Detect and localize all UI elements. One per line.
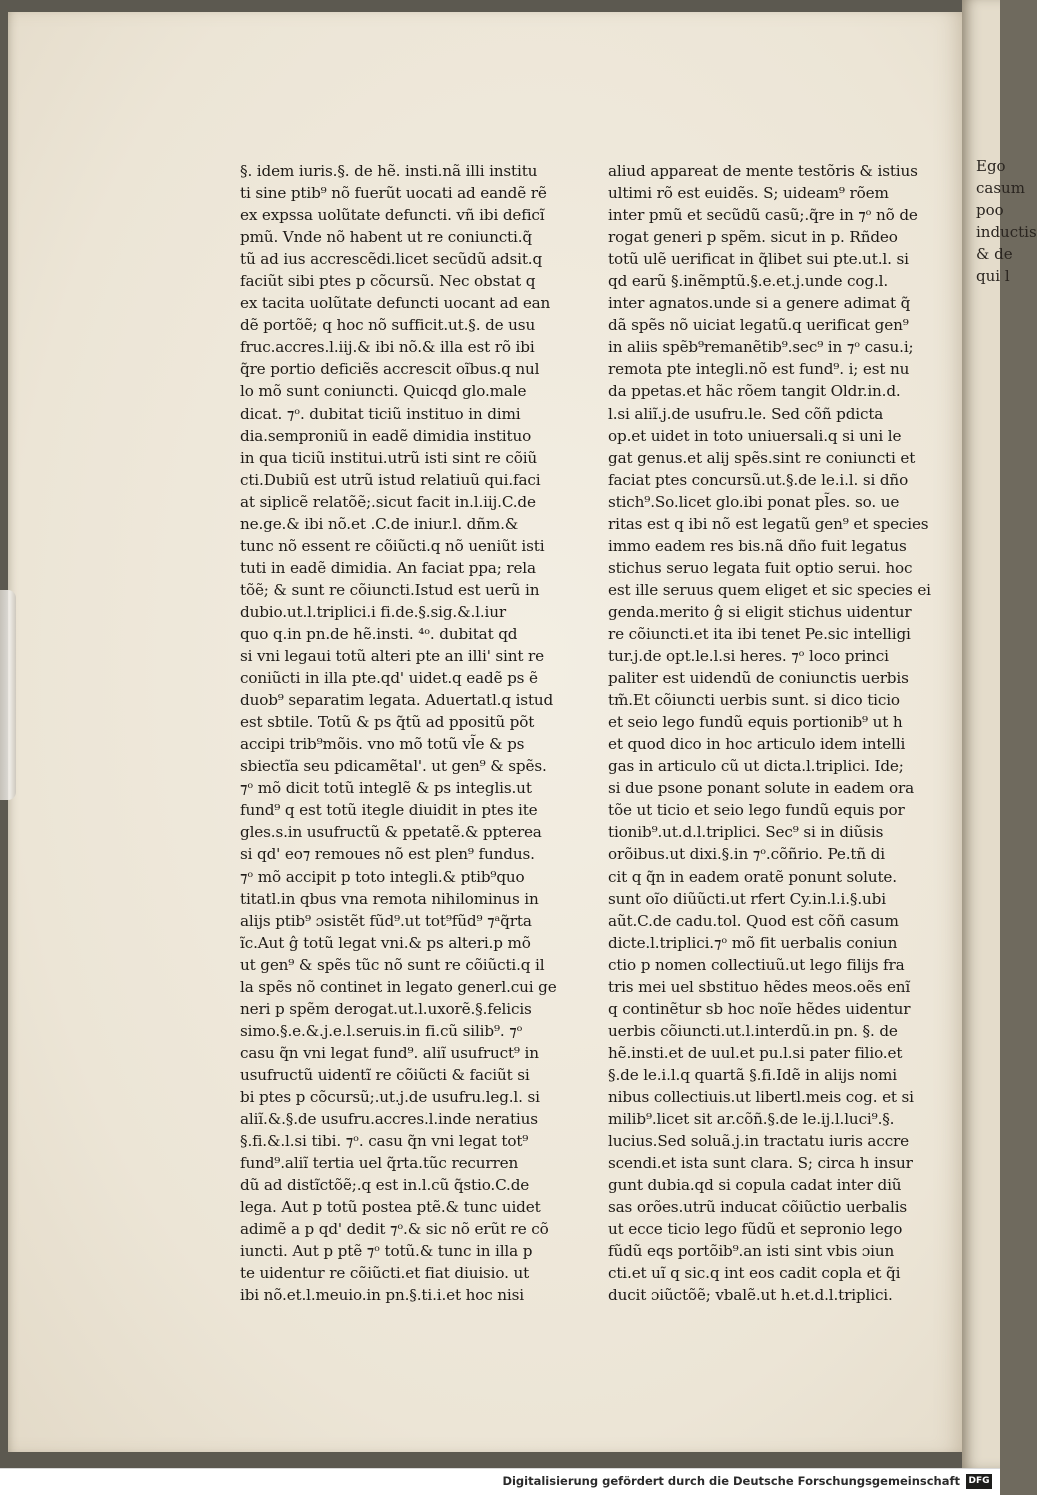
text-line: tõe ut ticio et seio lego fundũ equis por (608, 801, 905, 820)
text-line: bi ptes p cõcursũ;.ut.j.de usufru.leg.l. si (240, 1087, 540, 1106)
text-line: adimẽ a p qd' dedit ⁊ᵒ.& sic nõ erũt re cõ (240, 1220, 549, 1239)
text-line: dicte.l.triplici.⁊ᵒ mõ fit uerbalis coniun (608, 933, 898, 952)
text-line: ĩc.Aut ĝ totũ legat vni.& ps alteri.p mõ (240, 933, 531, 952)
text-line: ti sine ptib⁹ nõ fuerũt uocati ad eandẽ rẽ (240, 184, 547, 203)
text-line: immo eadem res bis.nã dño fuit legatus (608, 536, 907, 555)
text-line: nibus collectiuis.ut libertl.meis cog. et si (608, 1087, 914, 1106)
text-line: te uidentur re cõiũcti.et fiat diuisio. ut (240, 1264, 530, 1283)
text-line: remota pte integli.nõ est fund⁹. i; est nu (608, 360, 910, 379)
text-line: sas orões.utrũ inducat cõiũctio uerbalis (608, 1198, 908, 1217)
text-line: si qd' eo⁊ remoues nõ est plen⁹ fundus. (240, 845, 535, 864)
text-line: §.fi.&.l.si tibi. ⁊ᵒ. casu q̃n vni legat tot⁹ (240, 1132, 529, 1151)
dfg-logo: DFG (966, 1474, 992, 1489)
text-line: tm̃.Et cõiuncti uerbis sunt. si dico ticio (608, 691, 900, 710)
text-line: milib⁹.licet sit ar.cõñ.§.de le.ij.l.luci⁹.§. (608, 1110, 895, 1129)
text-line: inter agnatos.unde si a genere adimat q̃ (608, 294, 911, 313)
text-line: dũ ad distĩctõẽ;.q est in.l.cũ q̃stio.C.de (240, 1176, 530, 1195)
text-line: usufructũ uidentĩ re cõiũcti & faciũt si (240, 1065, 530, 1084)
text-line: & de (976, 245, 1013, 264)
text-line: l.si aliĩ.j.de usufru.le. Sed cõñ pdicta (608, 404, 884, 423)
text-line: dubio.ut.l.triplici.i fi.de.§.sig.&.l.iur (240, 602, 506, 621)
text-line: duob⁹ separatim legata. Aduertatl.q istud (240, 691, 554, 710)
text-line: faciat ptes concursũ.ut.§.de le.i.l. si dño (608, 470, 909, 489)
text-line: tuti in eadẽ dimidia. An faciat ppa; rela (240, 558, 536, 577)
text-line: tionib⁹.ut.d.l.triplici. Sec⁹ si in diũsis (608, 823, 884, 842)
text-line: tris mei uel sbstituo hẽdes meos.oẽs enĩ (608, 977, 911, 996)
text-line: lega. Aut p totũ postea ptẽ.& tunc uidet (240, 1198, 541, 1217)
text-line: casum (976, 179, 1025, 198)
text-line: ex expssa uolũtate defuncti. vñ ibi deficĩ (240, 206, 545, 225)
digitization-footer (0, 1468, 1000, 1495)
text-line: simo.§.e.&.j.e.l.seruis.in fi.cũ silib⁹. ⁊ᵒ (240, 1021, 523, 1040)
text-line: q continẽtur sb hoc noĩe hẽdes uidentur (608, 999, 911, 1018)
text-line: hẽ.insti.et de uul.et pu.l.si pater filio.et (608, 1043, 903, 1062)
text-line: stichus seruo legata fuit optio serui. hoc (608, 558, 913, 577)
text-line: gat genus.et alij spẽs.sint re coniuncti et (608, 448, 916, 467)
text-line: tur.j.de opt.le.l.si heres. ⁊ᵒ loco princi (608, 647, 889, 666)
text-line: ibi nõ.et.l.meuio.in pn.§.ti.i.et hoc nisi (240, 1286, 524, 1305)
text-line: aũt.C.de cadu.tol. Quod est cõñ casum (608, 911, 899, 930)
text-line: dẽ portõẽ; q hoc nõ sufficit.ut.§. de usu (240, 316, 536, 335)
text-line: scendi.et ista sunt clara. S; circa h insur (608, 1154, 913, 1173)
text-line: accipi trib⁹mõis. vno mõ totũ vl̃e & ps (240, 735, 525, 754)
text-line: Ego (976, 157, 1006, 175)
text-line: paliter est uidendũ de coniunctis uerbis (608, 669, 909, 688)
text-line: ctio p nomen collectiuũ.ut lego filijs fra (608, 955, 905, 974)
text-line: iuncti. Aut p ptẽ ⁊ᵒ totũ.& tunc in illa p (240, 1242, 533, 1261)
text-column-right (608, 160, 931, 1306)
text-line: ne.ge.& ibi nõ.et .C.de iniur.l. dñm.& (240, 514, 519, 533)
text-line: alijs ptib⁹ ɔsistẽt fũd⁹.ut tot⁹fũd⁹ ⁊ᵃq̃rta (240, 911, 532, 930)
text-line: totũ ulẽ uerificat in q̃libet sui pte.ut.l. si (608, 250, 909, 269)
text-line: gas in articulo cũ ut dicta.l.triplici. Ide; (608, 757, 904, 776)
text-line: §. idem iuris.§. de hẽ. insti.nã illi institu (240, 162, 538, 180)
text-line: si due psone ponant solute in eadem ora (608, 779, 915, 798)
text-line: lucius.Sed soluã.j.in tractatu iuris accre (608, 1132, 909, 1151)
text-line: stich⁹.So.licet glo.ibi ponat pl̃es. so. ue (608, 492, 900, 511)
text-line: aliĩ.&.§.de usufru.accres.l.inde neratius (240, 1110, 538, 1129)
text-line: ut ecce ticio lego fũdũ et sepronio lego (608, 1220, 903, 1239)
funding-credit: Digitalisierung gefördert durch die Deutsche Forschungsgemeinschaft (502, 1474, 960, 1488)
text-line: dã spẽs nõ uiciat legatũ.q uerificat gen⁹ (608, 316, 909, 335)
text-line: ex tacita uolũtate defuncti uocant ad ean (240, 294, 551, 313)
text-line: est sbtile. Totũ & ps q̃tũ ad ppositũ põt (240, 713, 535, 732)
adjacent-page-edge (962, 0, 1037, 1468)
text-line: in qua ticiũ institui.utrũ isti sint re cõiũ (240, 448, 538, 467)
text-line: tũ ad ius accrescẽdi.licet secũdũ adsit.q (240, 250, 543, 269)
text-line: poo (976, 201, 1004, 220)
text-line: dicat. ⁊ᵒ. dubitat ticiũ instituo in dimi (240, 404, 521, 423)
text-line: fund⁹ q est totũ itegle diuidit in ptes ite (240, 801, 538, 820)
text-line: titatl.in qbus vna remota nihilominus in (240, 889, 539, 908)
text-line: orõibus.ut dixi.§.in ⁊ᵒ.cõñrio. Pe.tñ di (608, 845, 885, 864)
text-line: fruc.accres.l.iij.& ibi nõ.& illa est rõ ibi (240, 338, 535, 357)
text-line: rogat generi p spẽm. sicut in p. Rñdeo (608, 228, 898, 247)
text-line: coniũcti in illa pte.qd' uidet.q eadẽ ps ẽ (240, 669, 538, 688)
text-line: ⁊ᵒ mõ accipit p toto integli.& ptib⁹quo (240, 867, 525, 886)
text-line: lo mõ sunt coniuncti. Quicqd glo.male (240, 382, 527, 401)
text-line: gles.s.in usufructũ & ppetatẽ.& ppterea (240, 823, 542, 842)
text-line: qd earũ §.inẽmptũ.§.e.et.j.unde cog.l. (608, 272, 889, 291)
text-line: faciũt sibi ptes p cõcursũ. Nec obstat q (240, 272, 536, 291)
text-line: inductis (976, 223, 1037, 242)
text-line: da ppetas.et hãc rõem tangit Oldr.in.d. (608, 382, 901, 401)
text-line: op.et uidet in toto uniuersali.q si uni le (608, 426, 902, 445)
text-line: tõẽ; & sunt re cõiuncti.Istud est uerũ in (240, 580, 540, 599)
text-line: ut gen⁹ & spẽs tũc nõ sunt re cõiũcti.q il (240, 955, 545, 974)
text-line: fund⁹.aliĩ tertia uel q̃rta.tũc recurren (240, 1154, 519, 1173)
text-line: in aliis spẽb⁹remanẽtib⁹.sec⁹ in ⁊ᵒ casu.i; (608, 338, 914, 357)
text-line: re cõiuncti.et ita ibi tenet Pe.sic intelligi (608, 624, 911, 643)
text-line: sunt oĩo diũũcti.ut rfert Cy.in.l.i.§.ubi (608, 889, 886, 908)
text-column-left (240, 160, 557, 1306)
text-line: cti.et uĩ q sic.q int eos cadit copla et q̃i (608, 1264, 901, 1283)
page-clip (0, 590, 16, 800)
text-line: pmũ. Vnde nõ habent ut re coniuncti.q̃ (240, 228, 532, 247)
text-line: et seio lego fundũ equis portionib⁹ ut h (608, 713, 903, 732)
text-line: tunc nõ essent re cõiũcti.q nõ ueniũt isti (240, 536, 545, 555)
text-line: est ille seruus quem eliget et sic species ei (608, 580, 931, 599)
text-line: ⁊ᵒ mõ dicit totũ integlẽ & ps integlis.ut (240, 779, 532, 798)
text-line: ultimi rõ est euidẽs. S; uideam⁹ rõem (608, 184, 889, 203)
text-line: dia.semproniũ in eadẽ dimidia instituo (240, 426, 532, 445)
text-line: si vni legaui totũ alteri pte an illi' sint re (240, 647, 544, 666)
text-line: aliud appareat de mente testõris & istius (608, 162, 918, 180)
text-line: cit q q̃n in eadem oratẽ ponunt solute. (608, 867, 897, 886)
book-page (8, 12, 968, 1452)
text-line: et quod dico in hoc articulo idem intelli (608, 735, 906, 754)
text-line: qui l (976, 267, 1010, 286)
text-line: q̃re portio deficiẽs accrescit oĩbus.q nul (240, 360, 540, 379)
text-line: cti.Dubiũ est utrũ istud relatiuũ qui.faci (240, 470, 541, 489)
text-line: neri p spẽm derogat.ut.l.uxorẽ.§.felicis (240, 999, 532, 1018)
text-line: inter pmũ et secũdũ casũ;.q̃re in ⁊ᵒ nõ de (608, 206, 918, 225)
adjacent-page-text (976, 156, 1037, 288)
text-line: casu q̃n vni legat fund⁹. aliĩ usufruct⁹ in (240, 1043, 539, 1062)
text-line: §.de le.i.l.q quartã §.fi.Idẽ in alijs nomi (608, 1065, 897, 1084)
text-line: la spẽs nõ continet in legato generl.cui ge (240, 977, 557, 996)
text-line: quo q.in pn.de hẽ.insti. ⁴ᵒ. dubitat qd (240, 624, 518, 643)
text-line: sbiectĩa seu pdicamẽtal'. ut gen⁹ & spẽs. (240, 757, 547, 776)
text-line: uerbis cõiuncti.ut.l.interdũ.in pn. §. de (608, 1021, 898, 1040)
text-line: genda.merito ĝ si eligit stichus uidentur (608, 602, 912, 621)
text-line: at siplicẽ relatõẽ;.sicut facit in.l.iij.C.de (240, 492, 536, 511)
text-line: ritas est q ibi nõ est legatũ gen⁹ et species (608, 514, 929, 533)
text-line: ducit ɔiũctõẽ; vbalẽ.ut h.et.d.l.triplici. (608, 1286, 893, 1305)
text-line: fũdũ eqs portõib⁹.an isti sint vbis ɔiun (608, 1242, 895, 1261)
text-line: gunt dubia.qd si copula cadat inter diũ (608, 1176, 902, 1195)
